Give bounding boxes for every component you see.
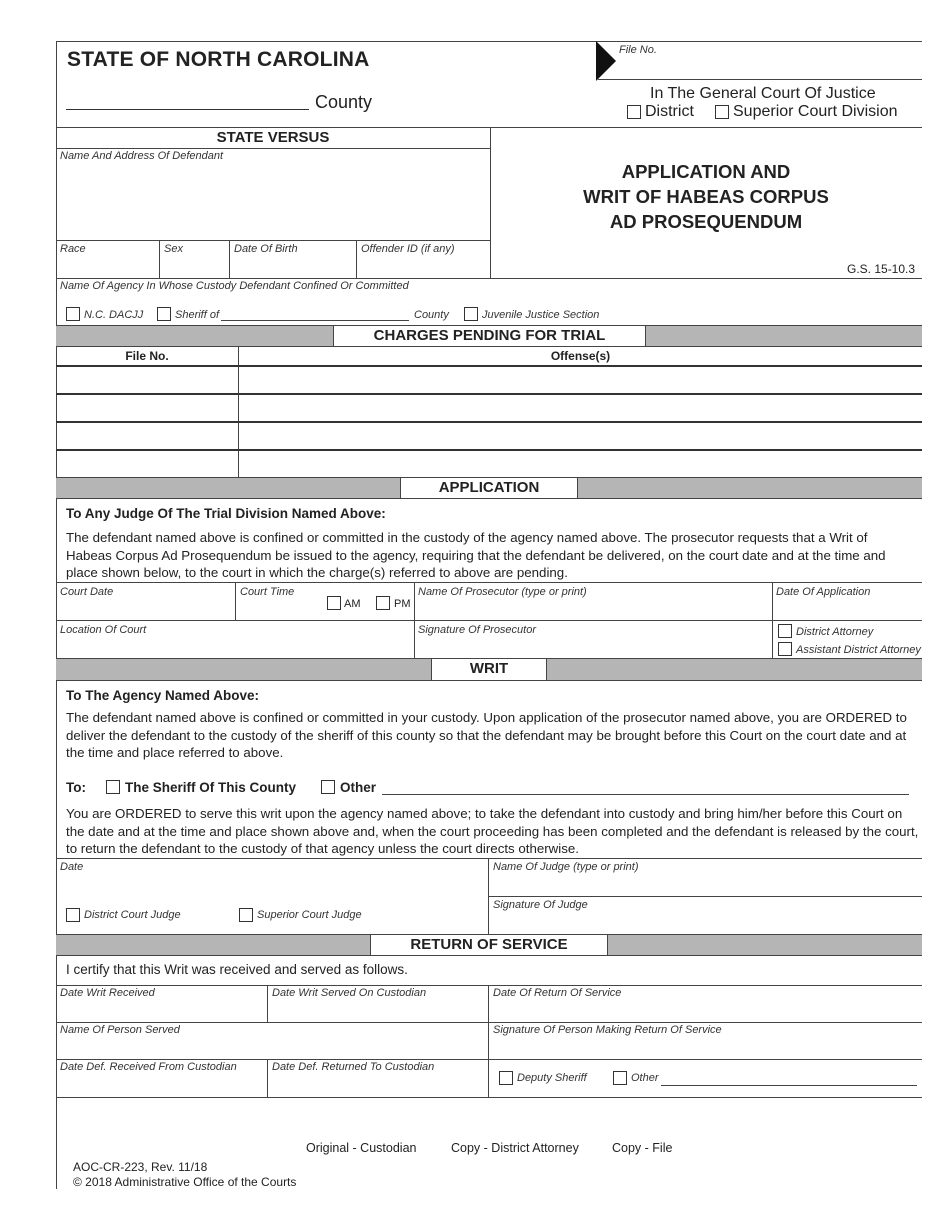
district-checkbox[interactable] — [627, 105, 641, 119]
district-label: District — [645, 103, 694, 120]
other-recipient-checkbox[interactable] — [321, 780, 335, 794]
other-server-checkbox[interactable] — [613, 1071, 627, 1085]
offender-id-label: Offender ID (if any) — [361, 243, 455, 255]
person-served-label: Name Of Person Served — [60, 1024, 180, 1036]
pm-label: PM — [394, 598, 411, 610]
divider — [267, 985, 268, 1022]
arrow-marker-icon — [596, 41, 618, 81]
divider — [56, 985, 922, 986]
distribution-copy-file: Copy - File — [612, 1141, 673, 1155]
certify-text: I certify that this Writ was received and served as follows. — [66, 962, 408, 977]
to-label: To: — [66, 780, 86, 795]
superior-checkbox[interactable] — [715, 105, 729, 119]
court-time-label: Court Time — [240, 586, 295, 598]
state-versus-heading: STATE VERSUS — [216, 129, 330, 146]
writ-text-2: You are ORDERED to serve this writ upon the agency named above; to take the defendant into custody and bring him/her before this Court on the date and at the time and place shown above and, when the court proceeding has been completed and the defendant is released by the court, to return the defendant to the custody of that agency unless the court directs otherwise. — [66, 806, 919, 856]
pm-checkbox[interactable] — [376, 596, 390, 610]
district-attorney-label: District Attorney — [796, 626, 874, 638]
table-row[interactable] — [57, 395, 922, 421]
application-text: The defendant named above is confined or committed in the custody of the agency named above. The prosecutor requests that a Writ of Habeas Corpus Ad Prosequendum be issued to the agency, requiring that the defendant be delivered, on the court date and at the time and place shown below, to the court in which the charge(s) referred to above are pending. — [66, 530, 886, 580]
application-title: APPLICATION — [400, 477, 578, 499]
charges-col-offense: Offense(s) — [550, 349, 611, 363]
other-recipient-label: Other — [340, 780, 377, 795]
divider — [56, 1097, 922, 1098]
sex-label: Sex — [164, 243, 183, 255]
table-row[interactable] — [57, 423, 922, 449]
superior-label: Superior Court Division — [733, 103, 898, 120]
agency-label: Name Of Agency In Whose Custody Defendant Confined Or Committed — [60, 280, 409, 292]
statute-reference: G.S. 15-10.3 — [847, 262, 916, 276]
sheriff-of-label: Sheriff of — [175, 309, 220, 321]
writ-heading: To The Agency Named Above: — [66, 688, 260, 703]
table-row[interactable] — [57, 451, 922, 477]
nc-dacjj-checkbox[interactable] — [66, 307, 80, 321]
county-underline[interactable] — [66, 109, 309, 110]
divider — [356, 240, 357, 278]
application-heading: To Any Judge Of The Trial Division Named Above: — [66, 506, 386, 521]
divider — [488, 985, 489, 1097]
divider — [56, 620, 922, 621]
location-label: Location Of Court — [60, 624, 147, 636]
divider — [56, 858, 922, 859]
county-label: County — [315, 92, 373, 112]
signature-return-label: Signature Of Person Making Return Of Service — [493, 1024, 722, 1036]
nc-dacjj-label: N.C. DACJJ — [84, 309, 144, 321]
return-title: RETURN OF SERVICE — [370, 934, 608, 956]
state-title: STATE OF NORTH CAROLINA — [67, 48, 370, 71]
divider — [56, 582, 922, 583]
divider — [56, 240, 490, 241]
court-date-label: Court Date — [60, 586, 114, 598]
distribution-original: Original - Custodian — [306, 1141, 417, 1155]
charges-title: CHARGES PENDING FOR TRIAL — [333, 325, 646, 347]
deputy-sheriff-checkbox[interactable] — [499, 1071, 513, 1085]
other-server-label: Other — [631, 1072, 659, 1084]
divider — [56, 1059, 922, 1060]
date-received-label: Date Writ Received — [60, 987, 155, 999]
juvenile-checkbox[interactable] — [464, 307, 478, 321]
judge-name-label: Name Of Judge (type or print) — [493, 861, 639, 873]
form-number: AOC-CR-223, Rev. 11/18 — [73, 1160, 208, 1174]
divider — [235, 582, 236, 620]
form-title-line2: WRIT OF HABEAS CORPUS — [583, 186, 829, 207]
district-attorney-checkbox[interactable] — [778, 624, 792, 638]
defendant-name-label: Name And Address Of Defendant — [60, 150, 224, 162]
assistant-da-label: Assistant District Attorney — [796, 644, 921, 656]
signature-prosecutor-label: Signature Of Prosecutor — [418, 624, 537, 636]
date-served-label: Date Writ Served On Custodian — [272, 987, 427, 999]
divider — [56, 278, 922, 279]
copyright: © 2018 Administrative Office of the Courts — [73, 1175, 297, 1189]
county-small-label: County — [414, 309, 449, 321]
am-checkbox[interactable] — [327, 596, 341, 610]
file-no-underline — [598, 79, 922, 80]
divider — [56, 148, 490, 149]
form-title-line3: AD PROSEQUENDUM — [609, 211, 803, 232]
assistant-da-checkbox[interactable] — [778, 642, 792, 656]
divider — [159, 240, 160, 278]
divider — [229, 240, 230, 278]
divider — [267, 1059, 268, 1097]
divider — [56, 1022, 922, 1023]
defendant-name-field[interactable] — [57, 163, 489, 239]
divider — [56, 127, 922, 128]
def-received-label: Date Def. Received From Custodian — [60, 1061, 237, 1073]
sheriff-of-checkbox[interactable] — [157, 307, 171, 321]
distribution-copy-da: Copy - District Attorney — [451, 1141, 579, 1155]
form-title-line1: APPLICATION AND — [621, 161, 791, 182]
divider — [488, 896, 922, 897]
prosecutor-name-label: Name Of Prosecutor (type or print) — [418, 586, 587, 598]
other-server-field[interactable] — [661, 1085, 917, 1086]
date-return-label: Date Of Return Of Service — [493, 987, 622, 999]
sheriff-county-field[interactable] — [221, 320, 409, 321]
date-application-label: Date Of Application — [776, 586, 871, 598]
district-judge-label: District Court Judge — [84, 909, 181, 921]
juvenile-label: Juvenile Justice Section — [482, 309, 600, 321]
def-returned-label: Date Def. Returned To Custodian — [272, 1061, 435, 1073]
table-row[interactable] — [57, 367, 922, 393]
district-judge-checkbox[interactable] — [66, 908, 80, 922]
court-line: In The General Court Of Justice — [650, 85, 876, 102]
writ-title: WRIT — [431, 658, 547, 681]
superior-judge-label: Superior Court Judge — [257, 909, 362, 921]
writ-text-1: The defendant named above is confined or committed in your custody. Upon application of the prosecutor named above, you are ORDERED to deliver the defendant to the custody of the sheriff of this county so that the defendant may be brought before this Court on the court date and at the time and place referred to above. — [66, 710, 907, 760]
signature-judge-label: Signature Of Judge — [493, 899, 588, 911]
sheriff-county-label: The Sheriff Of This County — [125, 780, 296, 795]
sheriff-county-checkbox[interactable] — [106, 780, 120, 794]
file-no-field[interactable] — [616, 42, 922, 79]
writ-date-label: Date — [60, 861, 84, 873]
deputy-sheriff-label: Deputy Sheriff — [517, 1072, 587, 1084]
other-recipient-field[interactable] — [382, 794, 909, 795]
am-label: AM — [344, 598, 361, 610]
charges-col-file-no: File No. — [125, 349, 169, 363]
dob-label: Date Of Birth — [234, 243, 298, 255]
file-no-label: File No. — [619, 44, 657, 56]
superior-judge-checkbox[interactable] — [239, 908, 253, 922]
race-label: Race — [60, 243, 86, 255]
